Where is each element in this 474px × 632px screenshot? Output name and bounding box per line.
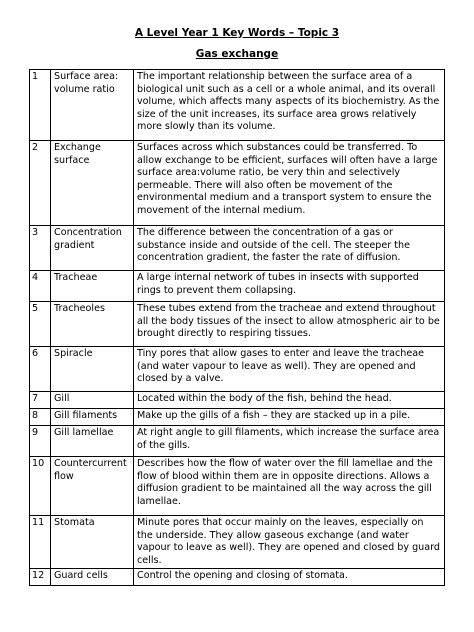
row-number: 11 xyxy=(30,516,51,569)
key-word-definition: Describes how the flow of water over the fill lamellae and the flow of blood within them are in opposite directions. Allows a diffusion gradient to be maintained all the way across the gill lamellae. xyxy=(134,457,445,516)
key-word-definition: Minute pores that occur mainly on the leaves, especially on the underside. They allow gaseous exchange (and water vapour to leave as well). They are opened and closed by guard cells. xyxy=(134,516,445,569)
key-word-definition: The important relationship between the surface area of a biological unit such as a cell or a whole animal, and its overall volume, which affects many aspects of its biochemistry. As the size of the unit increases, its surface area grows relatively more slowly than its volume. xyxy=(134,70,445,141)
key-word-definition: Surfaces across which substances could be transferred. To allow exchange to be efficient, surfaces will often have a large surface area:volume ratio, be very thin and selectively permeable. There will also often be movement of the environmental medium and a transport system to ensure the movement of the internal medium. xyxy=(134,141,445,226)
table-row xyxy=(30,457,445,516)
key-word-term: Stomata xyxy=(51,516,134,569)
table-row xyxy=(30,141,445,226)
key-word-term: Gill lamellae xyxy=(51,426,134,457)
row-number: 1 xyxy=(30,70,51,141)
row-number: 2 xyxy=(30,141,51,226)
row-number: 8 xyxy=(30,409,51,426)
table-row xyxy=(30,409,445,426)
table-row xyxy=(30,392,445,409)
table-row xyxy=(30,569,445,586)
key-word-term: Tracheae xyxy=(51,271,134,302)
key-word-definition: The difference between the concentration of a gas or substance inside and outside of the cell. The steeper the concentration gradient, the faster the rate of diffusion. xyxy=(134,226,445,271)
row-number: 3 xyxy=(30,226,51,271)
key-word-term: Surface area: volume ratio xyxy=(51,70,134,141)
key-word-term: Guard cells xyxy=(51,569,134,586)
table-row xyxy=(30,516,445,569)
table-row xyxy=(30,426,445,457)
key-word-term: Tracheoles xyxy=(51,302,134,347)
row-number: 12 xyxy=(30,569,51,586)
key-word-term: Exchange surface xyxy=(51,141,134,226)
page-title: A Level Year 1 Key Words – Topic 3 xyxy=(134,27,340,39)
key-word-definition: Located within the body of the fish, behind the head. xyxy=(134,392,445,409)
row-number: 7 xyxy=(30,392,51,409)
table-row xyxy=(30,226,445,271)
key-word-definition: At right angle to gill filaments, which increase the surface area of the gills. xyxy=(134,426,445,457)
row-number: 4 xyxy=(30,271,51,302)
page-subtitle: Gas exchange xyxy=(195,48,279,60)
table-row xyxy=(30,302,445,347)
row-number: 10 xyxy=(30,457,51,516)
table-row xyxy=(30,70,445,141)
row-number: 5 xyxy=(30,302,51,347)
key-word-term: Concentration gradient xyxy=(51,226,134,271)
key-word-term: Spiracle xyxy=(51,347,134,392)
key-word-definition: Tiny pores that allow gases to enter and leave the tracheae (and water vapour to leave as well). They are opened and closed by a valve. xyxy=(134,347,445,392)
key-word-term: Gill filaments xyxy=(51,409,134,426)
key-word-definition: Control the opening and closing of stomata. xyxy=(134,569,445,586)
key-word-definition: These tubes extend from the tracheae and extend throughout all the body tissues of the insect to allow atmospheric air to be brought directly to respiring tissues. xyxy=(134,302,445,347)
table-row xyxy=(30,271,445,302)
key-word-term: Gill xyxy=(51,392,134,409)
key-words-table xyxy=(29,69,445,586)
row-number: 6 xyxy=(30,347,51,392)
key-word-definition: Make up the gills of a fish – they are stacked up in a pile. xyxy=(134,409,445,426)
key-word-term: Countercurrent flow xyxy=(51,457,134,516)
row-number: 9 xyxy=(30,426,51,457)
table-row xyxy=(30,347,445,392)
key-word-definition: A large internal network of tubes in insects with supported rings to prevent them collapsing. xyxy=(134,271,445,302)
